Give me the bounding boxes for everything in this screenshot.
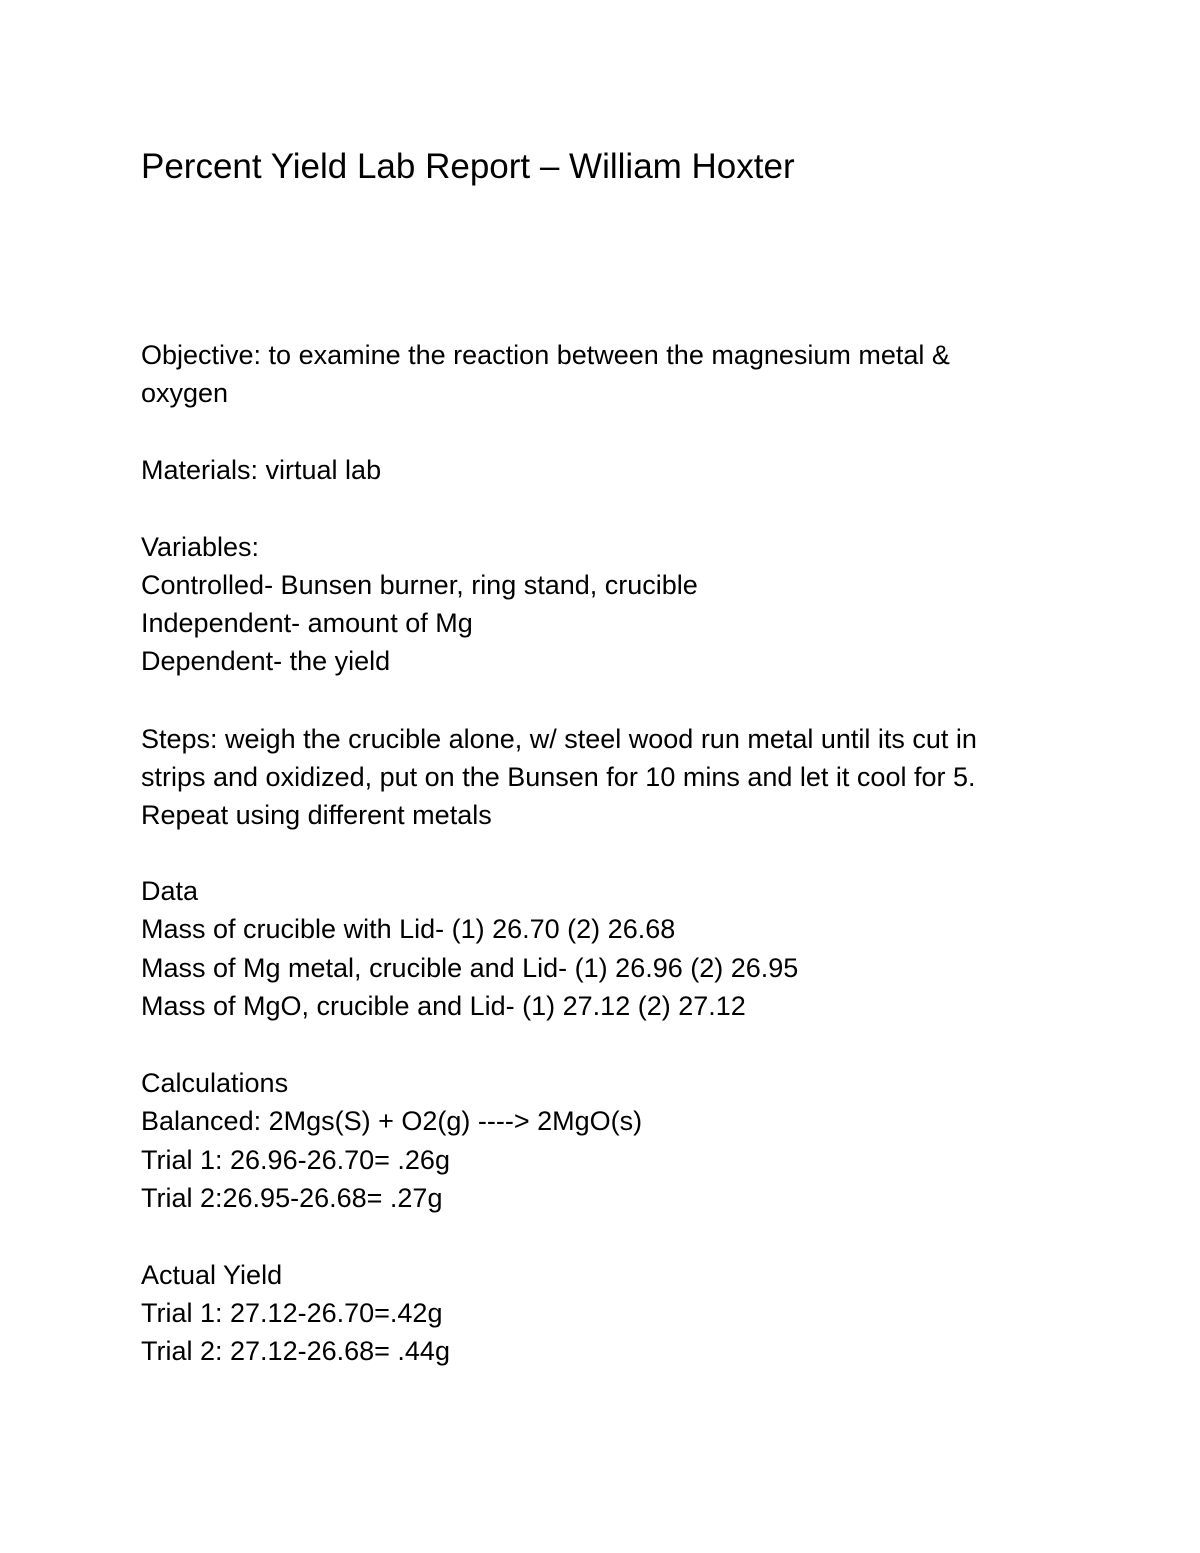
variables-independent: Independent- amount of Mg (141, 608, 473, 638)
calculations-trial-1: Trial 1: 26.96-26.70= .26g (141, 1145, 450, 1175)
actual-yield-trial-2: Trial 2: 27.12-26.68= .44g (141, 1336, 450, 1366)
variables-controlled: Controlled- Bunsen burner, ring stand, crucible (141, 570, 698, 600)
variables-dependent: Dependent- the yield (141, 646, 391, 676)
data-heading: Data (141, 876, 199, 906)
objective-line-2: oxygen (141, 378, 229, 408)
document-title: Percent Yield Lab Report – William Hoxter (141, 147, 795, 186)
steps-line-1: Steps: weigh the crucible alone, w/ steel wood run metal until its cut in (141, 724, 977, 754)
data-row: Mass of Mg metal, crucible and Lid- (1) 26.96 (2) 26.95 (141, 953, 799, 983)
data-row: Mass of crucible with Lid- (1) 26.70 (2) 26.68 (141, 914, 676, 944)
data-row: Mass of MgO, crucible and Lid- (1) 27.12 (2) 27.12 (141, 991, 746, 1021)
materials-line: Materials: virtual lab (141, 455, 382, 485)
calculations-balanced: Balanced: 2Mgs(S) + O2(g) ----> 2MgO(s) (141, 1106, 643, 1136)
steps-line-3: Repeat using different metals (141, 800, 492, 830)
variables-heading: Variables: (141, 532, 260, 562)
calculations-trial-2: Trial 2:26.95-26.68= .27g (141, 1183, 443, 1213)
calculations-heading: Calculations (141, 1068, 289, 1098)
actual-yield-trial-1: Trial 1: 27.12-26.70=.42g (141, 1298, 443, 1328)
steps-line-2: strips and oxidized, put on the Bunsen for 10 mins and let it cool for 5. (141, 762, 976, 792)
actual-yield-heading: Actual Yield (141, 1260, 283, 1290)
objective-line-1: Objective: to examine the reaction between the magnesium metal & (141, 340, 950, 370)
